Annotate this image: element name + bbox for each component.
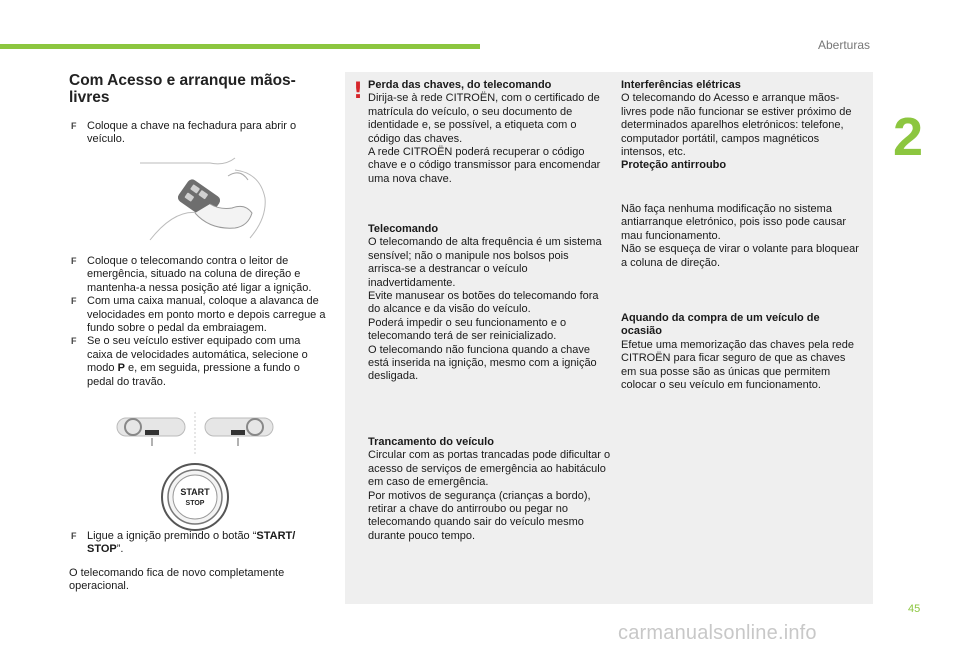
steps-list <box>69 255 329 389</box>
warning-icon: ! <box>352 79 364 104</box>
remote-title: Telecomando <box>368 223 439 235</box>
lost-keys-block: Perda das chaves, do telecomando Dirija-se à rede CITROËN, com o certificado de matrícula do veículo, o seu documento de identidade e, se possível, a etiqueta com o código das chaves. A rede CITROËN poderá recuperar o código chave e o código transmissor para encomendar uma nova chave. <box>368 79 608 186</box>
interference-title: Interferências elétricas <box>621 79 741 91</box>
antitheft-title: Proteção antirroubo <box>621 159 727 172</box>
header-accent-bar <box>0 44 480 49</box>
used-vehicle-title: Aquando da compra de um veículo de ocasião <box>621 312 820 338</box>
used-vehicle-block: Aquando da compra de um veículo de ocasião Efetue uma memorização das chaves pela rede CITROËN para ficar seguro de que as chaves em sua posse são as únicas que permitem colocar o seu veículo em funcionamento. <box>621 312 861 392</box>
step-insert-key <box>69 120 324 147</box>
step-2-text: F Coloque o telecomando contra o leitor de emergência, situado na coluna de direção e mantenha-a nessa posição até ligar a ignição. <box>69 255 329 295</box>
pedal-illustration <box>115 412 275 454</box>
chapter-number: 2 <box>893 107 924 167</box>
section-title: Aberturas <box>818 38 871 52</box>
step-3-text: F Com uma caixa manual, coloque a alavanca de velocidades em ponto morto e depois carregue a fundo sobre o pedal da embraiagem. <box>69 295 329 335</box>
step-1-text: F Coloque a chave na fechadura para abrir o veículo. <box>69 120 324 147</box>
step-4-text: F Se o seu veículo estiver equipado com uma caixa de velocidades automática, selecione o modo P e, em seguida, pressione a fundo o pedal do travão. <box>69 335 329 389</box>
lost-keys-title: Perda das chaves, do telecomando <box>368 79 552 91</box>
page-number: 45 <box>908 603 921 615</box>
key-reader-illustration <box>140 158 270 248</box>
step-5-text: F Ligue a ignição premindo o botão “START/ STOP”. <box>69 530 329 557</box>
stop-label: STOP <box>185 500 205 507</box>
closing-text: O telecomando fica de novo completamente operacional. <box>69 567 285 593</box>
interference-block: Interferências elétricas O telecomando do Acesso e arranque mãos-livres pode não funcionar se estiver próximo de determinados aparelhos eletrónicos: telefone, computador portátil, campos magnéticos intensos, etc. Proteção antirroubo <box>621 79 861 173</box>
remote-block: Telecomando O telecomando de alta frequência é um sistema sensível; não o manipule nos bolsos pois arrisca-se a destrancar o veículo inadvertidamente. Evite manusear os botões do telecomando fora do alcance e da visão do veículo. Poderá impedir o seu funcionamento e o telecomando terá de ser reinicializado. O telecomando não funciona quando a chave está inserida na ignição, mesmo com a ignição desligada. <box>368 223 608 384</box>
locking-block: Trancamento do veículo Circular com as portas trancadas pode dificultar o acesso de serviços de emergência ao habitáculo em caso de emergência. Por motivos de segurança (crianças a bordo), retirar a chave do antirroubo ou pegar no telecomando quando sair do veículo mesmo durante pouco tempo. <box>368 436 613 543</box>
start-label: START <box>180 487 210 497</box>
watermark: carmanualsonline.info <box>618 622 817 644</box>
start-stop-button-illustration <box>160 462 230 532</box>
locking-title: Trancamento do veículo <box>368 436 494 448</box>
step-ignition <box>69 530 329 557</box>
antitheft-block: Não faça nenhuma modificação no sistema antiarranque eletrónico, pois isso pode causar mau funcionamento. Não se esqueça de virar o volante para bloquear a coluna de direção. <box>621 203 859 269</box>
page-title: Com Acesso e arranque mãos-livres <box>69 72 296 106</box>
